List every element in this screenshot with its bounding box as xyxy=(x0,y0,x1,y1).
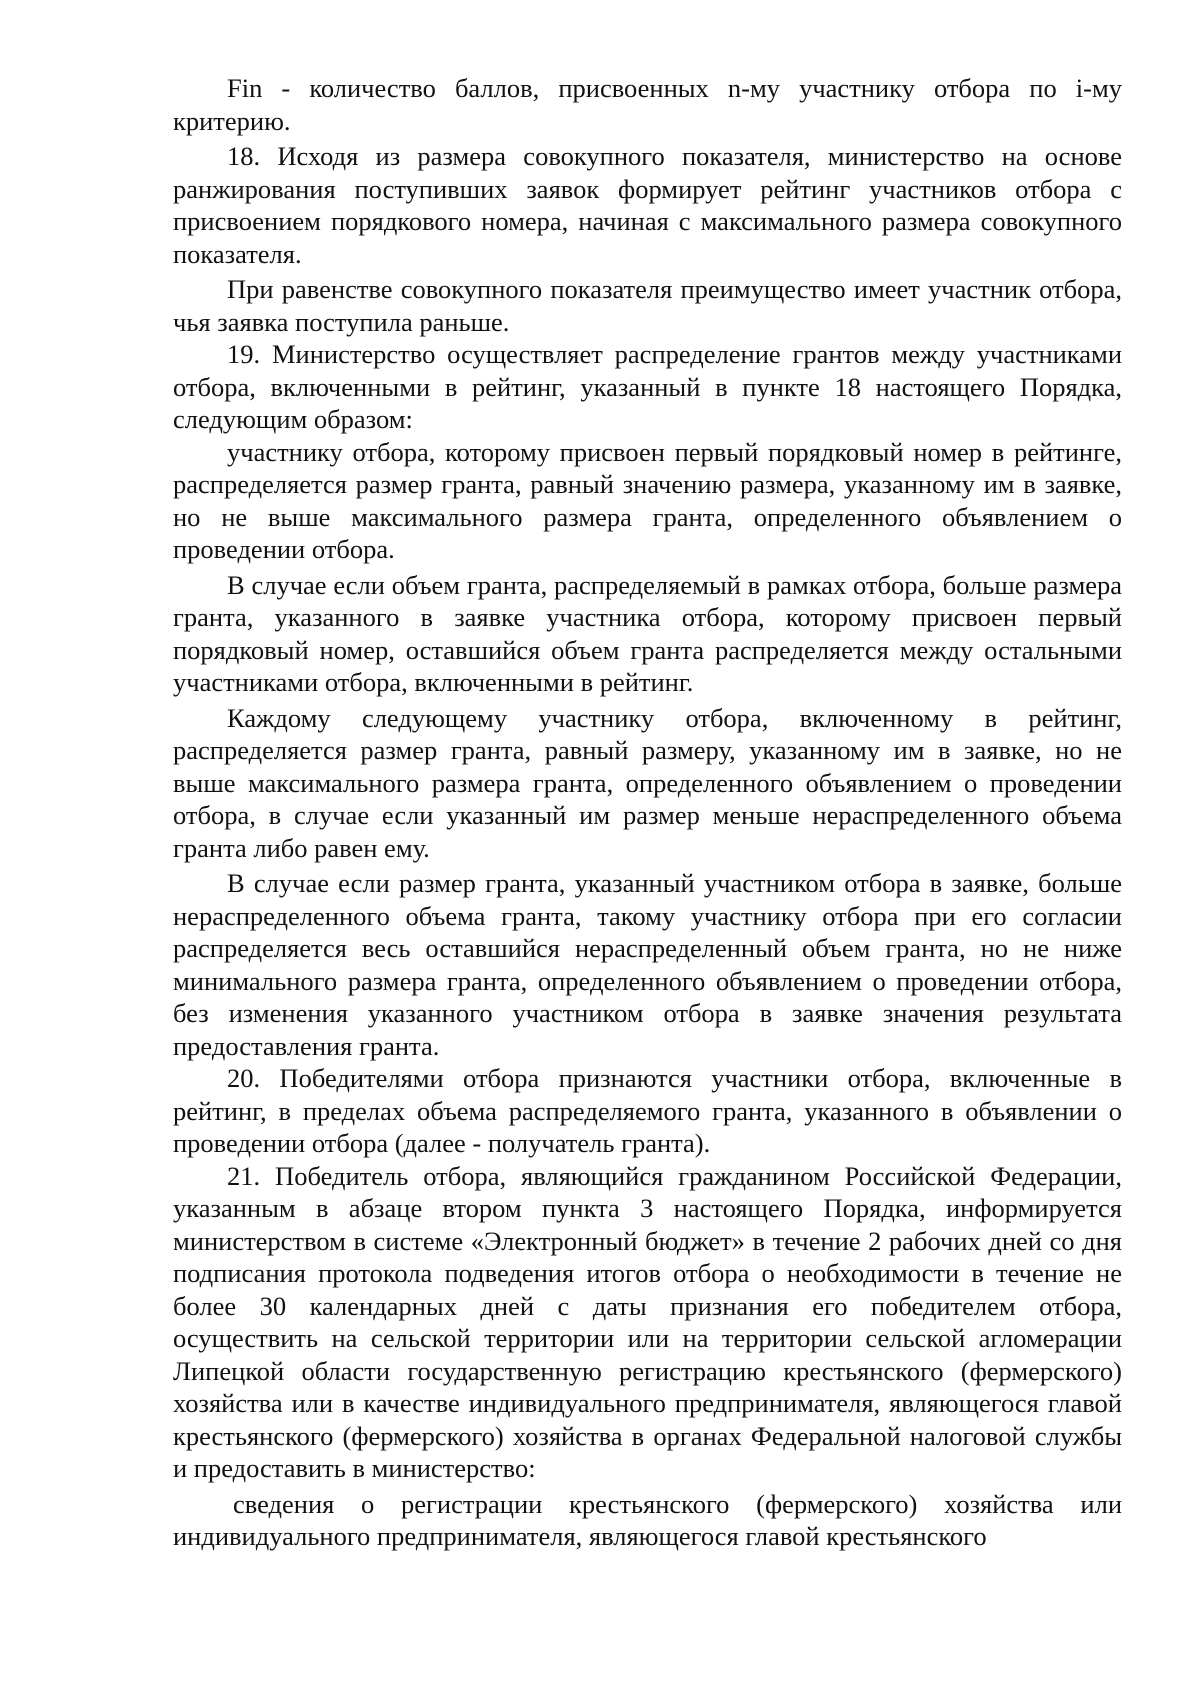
paragraph-19-next-participant: Каждому следующему участнику отбора, включенному в рейтинг, распределяется размер гранта, равный размеру, указанному им в заявке, но не выше максимального размера гранта, определенного объявлением о проведении отбора, в случае если указанный им размер меньше нераспределенного объема гранта либо равен ему. xyxy=(173,702,1122,863)
paragraph-18-tie-rule: При равенстве совокупного показателя преимущество имеет участник отбора, чья заявка поступила раньше. xyxy=(173,274,1122,337)
paragraph-18: 18. Исходя из размера совокупного показателя, министерство на основе ранжирования поступивших заявок формирует рейтинг участников отбора с присвоением порядкового номера, начиная с максимального размера совокупного показателя. xyxy=(173,141,1122,269)
document-body xyxy=(173,72,1122,1553)
paragraph-20: 20. Победителями отбора признаются участники отбора, включенные в рейтинг, в пределах объема распределяемого гранта, указанного в объявлении о проведении отбора (далее - получатель гранта). xyxy=(173,1063,1122,1158)
paragraph-19-remaining-volume: В случае если объем гранта, распределяемый в рамках отбора, больше размера гранта, указанного в заявке участника отбора, которому присвоен первый порядковый номер, оставшийся объем гранта распределяется между остальными участниками отбора, включенными в рейтинг. xyxy=(173,569,1122,697)
paragraph-fin-definition: Fin - количество баллов, присвоенных n-му участнику отбора по i-му критерию. xyxy=(173,73,1122,136)
paragraph-19: 19. Министерство осуществляет распределение грантов между участниками отбора, включенными в рейтинг, указанный в пункте 18 настоящего Порядка, следующим образом: xyxy=(173,339,1122,434)
paragraph-19-exceeding-request: В случае если размер гранта, указанный участником отбора в заявке, больше нераспределенного объема гранта, такому участнику отбора при его согласии распределяется весь оставшийся нераспределенный объем гранта, но не ниже минимального размера гранта, определенного объявлением о проведении отбора, без изменения указанного участником отбора в заявке значения результата предоставления гранта. xyxy=(173,868,1122,1061)
paragraph-19-first-participant: участнику отбора, которому присвоен первый порядковый номер в рейтинге, распределяется размер гранта, равный значению размера, указанному им в заявке, но не выше максимального размера гранта, определенного объявлением о проведении отбора. xyxy=(173,436,1122,564)
paragraph-21-registration-info: сведения о регистрации крестьянского (фермерского) хозяйства или индивидуального предпринимателя, являющегося главой крестьянского xyxy=(173,1488,1122,1551)
paragraph-21: 21. Победитель отбора, являющийся гражданином Российской Федерации, указанным в абзаце втором пункта 3 настоящего Порядка, информируется министерством в системе «Электронный бюджет» в течение 2 рабочих дней со дня подписания протокола подведения итогов отбора о необходимости в течение не более 30 календарных дней с даты признания его победителем отбора, осуществить на сельской территории или на территории сельской агломерации Липецкой области государственную регистрацию крестьянского (фермерского) хозяйства или в качестве индивидуального предпринимателя, являющегося главой крестьянского (фермерского) хозяйства в органах Федеральной налоговой службы и предоставить в министерство: xyxy=(173,1160,1122,1483)
